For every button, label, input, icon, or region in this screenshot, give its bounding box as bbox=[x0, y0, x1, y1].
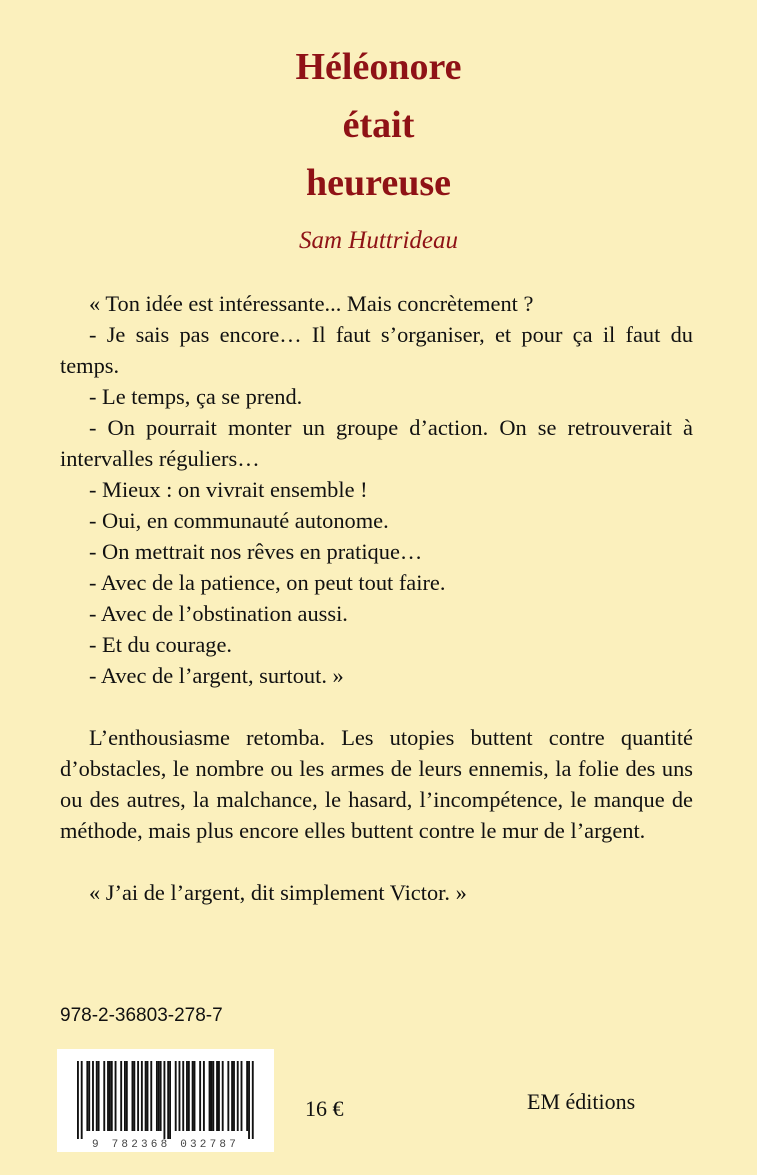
dialogue-line: « Ton idée est intéressante... Mais concrètement ? bbox=[89, 291, 534, 316]
closing-line: « J’ai de l’argent, dit simplement Victor. » bbox=[89, 880, 467, 905]
barcode-bar bbox=[222, 1061, 224, 1131]
barcode-bar bbox=[111, 1061, 113, 1131]
barcode-bars bbox=[77, 1061, 254, 1139]
barcode-bar bbox=[246, 1061, 248, 1131]
blurb-paragraph: L’enthousiasme retomba. Les utopies buttent contre quantité d’obstacles, le nombre ou les armes de leurs ennemis, la folie des uns ou des autres, la malchance, le hasard, l’incompétence, le manque de méthode, mais plus encore elles buttent contre le mur de l’argent. bbox=[60, 725, 693, 843]
barcode-bar bbox=[199, 1061, 201, 1131]
dialogue-line: - Oui, en communauté autonome. bbox=[89, 508, 389, 533]
barcode-bar bbox=[186, 1061, 188, 1131]
barcode-bar bbox=[194, 1061, 196, 1131]
paragraph-spacer bbox=[60, 846, 693, 877]
barcode-bar bbox=[145, 1061, 147, 1131]
dialogue-line: - Mieux : on vivrait ensemble ! bbox=[89, 477, 368, 502]
barcode-bar bbox=[237, 1061, 239, 1131]
dialogue-line: - Je sais pas encore… Il faut s’organiser, et pour ça il faut du temps. bbox=[60, 322, 693, 378]
barcode-digits: 9 782368 032787 bbox=[91, 1139, 240, 1151]
barcode-bar bbox=[133, 1061, 135, 1131]
barcode-bar bbox=[163, 1061, 165, 1139]
barcode-bar bbox=[103, 1061, 105, 1131]
barcode-bar bbox=[92, 1061, 94, 1131]
barcode-bar bbox=[203, 1061, 205, 1131]
publisher-name: EM éditions bbox=[527, 1089, 636, 1114]
barcode-bar bbox=[182, 1061, 184, 1131]
barcode-bar bbox=[218, 1061, 220, 1131]
dialogue-line: - Avec de l’obstination aussi. bbox=[89, 601, 348, 626]
barcode-bar bbox=[96, 1061, 98, 1131]
barcode-bar bbox=[192, 1061, 194, 1131]
barcode-bar bbox=[209, 1061, 211, 1131]
barcode-bar bbox=[126, 1061, 128, 1131]
barcode-bar bbox=[141, 1061, 143, 1131]
isbn-barcode bbox=[57, 1049, 274, 1152]
barcode-bar bbox=[233, 1061, 235, 1131]
dialogue-line: - Avec de la patience, on peut tout faire. bbox=[89, 570, 446, 595]
barcode-bar bbox=[227, 1061, 229, 1131]
barcode-bar bbox=[252, 1061, 254, 1139]
barcode-bar bbox=[107, 1061, 109, 1131]
barcode-bar bbox=[212, 1061, 214, 1131]
back-cover-blurb bbox=[60, 288, 693, 908]
barcode-bar bbox=[147, 1061, 149, 1131]
barcode-bar bbox=[86, 1061, 88, 1131]
barcode-bar bbox=[231, 1061, 233, 1131]
barcode-bar bbox=[188, 1061, 190, 1131]
barcode-bar bbox=[160, 1061, 162, 1131]
barcode-bar bbox=[156, 1061, 158, 1131]
barcode-bar bbox=[216, 1061, 218, 1131]
barcode-bar bbox=[175, 1061, 177, 1131]
barcode-bar bbox=[137, 1061, 139, 1131]
barcode-bar bbox=[88, 1061, 90, 1131]
price: 16 € bbox=[305, 1096, 344, 1121]
dialogue-line: - On pourrait monter un groupe d’action. On se retrouverait à intervalles réguliers… bbox=[60, 415, 693, 471]
barcode-bar bbox=[169, 1061, 171, 1139]
barcode-bar bbox=[167, 1061, 169, 1139]
barcode-bar bbox=[241, 1061, 243, 1131]
dialogue-line: - Avec de l’argent, surtout. » bbox=[89, 663, 344, 688]
barcode-bar bbox=[210, 1061, 212, 1131]
title-line-1: Héléonore bbox=[295, 46, 462, 88]
dialogue-line: - Et du courage. bbox=[89, 632, 232, 657]
barcode-graphic bbox=[57, 1049, 274, 1152]
barcode-bar bbox=[150, 1061, 152, 1131]
barcode-bar bbox=[120, 1061, 122, 1131]
paragraph-spacer bbox=[60, 691, 693, 722]
barcode-bar bbox=[158, 1061, 160, 1131]
barcode-bar bbox=[109, 1061, 111, 1131]
title-line-2: était bbox=[342, 104, 415, 146]
barcode-bar bbox=[124, 1061, 126, 1131]
barcode-bar bbox=[77, 1061, 79, 1139]
barcode-bar bbox=[115, 1061, 117, 1131]
author-name: Sam Huttrideau bbox=[298, 227, 459, 254]
barcode-bar bbox=[98, 1061, 100, 1131]
dialogue-line: - Le temps, ça se prend. bbox=[89, 384, 303, 409]
barcode-bar bbox=[179, 1061, 181, 1131]
barcode-bar bbox=[132, 1061, 134, 1131]
barcode-bar bbox=[81, 1061, 83, 1139]
dialogue-line: - On mettrait nos rêves en pratique… bbox=[89, 539, 423, 564]
barcode-bar bbox=[248, 1061, 250, 1139]
title-line-3: heureuse bbox=[306, 162, 451, 204]
book-title bbox=[0, 38, 757, 212]
isbn-number: 978-2-36803-278-7 bbox=[60, 1005, 223, 1026]
